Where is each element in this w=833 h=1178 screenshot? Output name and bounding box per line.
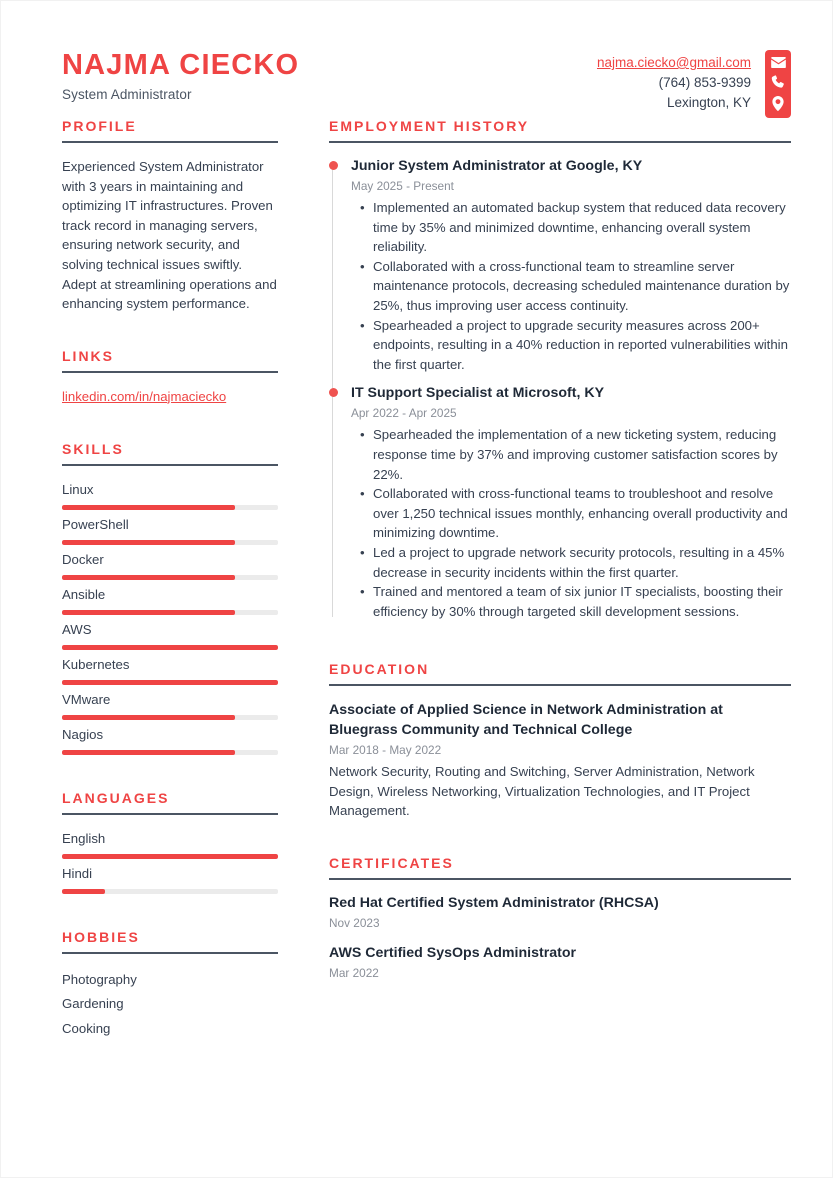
skill-bar-track [62, 645, 278, 650]
skill-bar-track [62, 750, 278, 755]
hobby-item: Gardening [62, 996, 124, 1012]
skill-label: Docker [62, 551, 104, 567]
education-description: Network Security, Routing and Switching, Server Administration, Network Design, Wireless Networking, Virtualization Technologies, and IT Project Management. [329, 764, 755, 819]
bullet-item: • Implemented an automated backup system that reduced data recovery time by 35% and minimized downtime, enhancing overall system reliability. [373, 198, 791, 257]
skill-row [62, 725, 278, 755]
skill-bar-track [62, 505, 278, 510]
resume-header [0, 0, 833, 118]
language-bar-track [62, 889, 278, 894]
profile-summary-text: Experienced System Administrator with 3 years in maintaining and optimizing IT infrastructures. Proven track record in managing servers, ensuring network security, and solving technical issues swiftly. Adept at streamlining operations and enhancing system performance. [62, 159, 277, 312]
contact-location: Lexington, KY [666, 95, 751, 110]
spacer [62, 760, 278, 790]
section-divider [62, 464, 278, 466]
contact-email-link[interactable]: najma.ciecko@gmail.com [596, 55, 751, 70]
section-title-certificates: CERTIFICATES [329, 855, 454, 872]
section-employment-history [329, 118, 791, 621]
skill-bar-fill [62, 610, 235, 615]
section-title-education: EDUCATION [329, 661, 430, 678]
skill-bar-track [62, 715, 278, 720]
language-row [62, 864, 278, 894]
language-label: Hindi [62, 865, 93, 881]
bullet-item: • Collaborated with cross-functional teams to troubleshoot and resolve over 1,250 technical issues monthly, enhancing overall productivity and minimizing downtime. [373, 484, 791, 543]
spacer [62, 314, 278, 348]
certificate-date: Mar 2022 [329, 966, 379, 981]
skill-row [62, 655, 278, 685]
bullet-item: • Trained and mentored a team of six junior IT specialists, boosting their efficiency by 30% through targeted skill development sessions. [373, 582, 791, 621]
section-education [329, 661, 791, 821]
skill-bar-fill [62, 575, 235, 580]
section-title-profile: PROFILE [62, 118, 137, 134]
employment-bullets [351, 198, 791, 374]
skill-label: AWS [62, 621, 92, 637]
hobby-item: Cooking [62, 1020, 111, 1036]
certificate-entry [329, 944, 791, 981]
skill-bar-fill [62, 540, 235, 545]
employment-date: May 2025 - Present [351, 179, 454, 193]
resume-body [0, 118, 833, 1041]
skill-row [62, 550, 278, 580]
employment-date: Apr 2022 - Apr 2025 [351, 406, 457, 421]
skill-bar-track [62, 680, 278, 685]
section-divider [62, 141, 278, 143]
certificate-date: Nov 2023 [329, 916, 380, 931]
section-title-employment: EMPLOYMENT HISTORY [329, 118, 530, 134]
language-bar-fill [62, 889, 105, 894]
skill-row [62, 480, 278, 510]
bullet-item: • Collaborated with a cross-functional team to streamline server maintenance protocols, decreasing scheduled maintenance duration by 25%, thus improving user access continuity. [373, 257, 791, 316]
spacer [62, 407, 278, 441]
employment-title: Junior System Administrator at Google, KY [351, 158, 643, 174]
main-column [329, 118, 791, 994]
skill-label: PowerShell [62, 516, 129, 532]
section-divider [62, 952, 278, 954]
employment-title: IT Support Specialist at Microsoft, KY [351, 385, 605, 402]
certificate-entry [329, 894, 791, 931]
language-row [62, 829, 278, 859]
section-title-hobbies: HOBBIES [62, 928, 140, 945]
bullet-item: • Spearheaded the implementation of a new ticketing system, reducing response time by 37% and improving customer satisfaction scores by 22%. [373, 425, 791, 484]
skill-bar-fill [62, 505, 235, 510]
certificate-title: Red Hat Certified System Administrator (RHCSA) [329, 895, 659, 912]
skill-bar-fill [62, 645, 278, 650]
skill-row [62, 585, 278, 615]
job-title-subtitle: System Administrator [62, 87, 192, 103]
contact-details [597, 53, 751, 113]
section-divider [329, 684, 791, 686]
bullet-item: • Spearheaded a project to upgrade security measures across 200+ endpoints, resulting in a 40% reduction in reported vulnerabilities within the first quarter. [373, 316, 791, 375]
skill-bar-fill [62, 715, 235, 720]
section-divider [329, 878, 791, 880]
section-divider [62, 813, 278, 815]
skill-label: Linux [62, 481, 94, 497]
skill-bar-fill [62, 750, 235, 755]
bullet-item: • Led a project to upgrade network security protocols, resulting in a 45% decrease in security incidents within the first quarter. [373, 543, 791, 582]
name-block [62, 50, 299, 102]
language-label: English [62, 830, 106, 846]
spacer [62, 899, 278, 929]
skill-row [62, 690, 278, 720]
section-skills [62, 441, 278, 755]
skill-bar-fill [62, 680, 278, 685]
skill-bar-track [62, 540, 278, 545]
contact-phone: (764) 853-9399 [658, 75, 751, 90]
section-hobbies [62, 929, 278, 1042]
sidebar-column [62, 118, 278, 1041]
page-title: NAJMA CIECKO [62, 49, 300, 81]
employment-entry [351, 157, 791, 374]
section-title-languages: LANGUAGES [62, 789, 170, 806]
phone-icon [771, 75, 785, 89]
skill-row [62, 620, 278, 650]
section-certificates [329, 855, 791, 981]
spacer [329, 825, 791, 855]
hobby-item: Photography [62, 971, 137, 987]
certificate-title: AWS Certified SysOps Administrator [329, 945, 577, 962]
skill-label: Kubernetes [62, 656, 130, 672]
skill-bar-track [62, 610, 278, 615]
section-divider [62, 371, 278, 373]
timeline-dot-icon [329, 161, 338, 170]
section-languages [62, 790, 278, 894]
section-profile [62, 118, 278, 314]
envelope-icon [771, 57, 786, 68]
timeline-dot-icon [329, 388, 338, 397]
spacer [329, 631, 791, 661]
skill-label: VMware [62, 691, 111, 707]
section-links [62, 348, 278, 407]
education-date: Mar 2018 - May 2022 [329, 743, 442, 758]
skill-bar-track [62, 575, 278, 580]
employment-entry [351, 384, 791, 621]
location-pin-icon [772, 96, 784, 111]
section-title-skills: SKILLS [62, 440, 124, 457]
section-title-links: LINKS [62, 347, 114, 364]
employment-timeline [329, 157, 791, 621]
language-bar-fill [62, 854, 278, 859]
education-entry [329, 700, 791, 821]
link-item[interactable]: linkedin.com/in/najmaciecko [62, 388, 227, 404]
language-bar-track [62, 854, 278, 859]
skill-row [62, 515, 278, 545]
skill-label: Ansible [62, 586, 106, 602]
education-title: Associate of Applied Science in Network Administration at Bluegrass Community and Technical College [329, 702, 723, 739]
contact-icon-bar [765, 50, 791, 118]
section-divider [329, 141, 791, 143]
skill-label: Nagios [62, 726, 104, 742]
employment-bullets [351, 425, 791, 621]
